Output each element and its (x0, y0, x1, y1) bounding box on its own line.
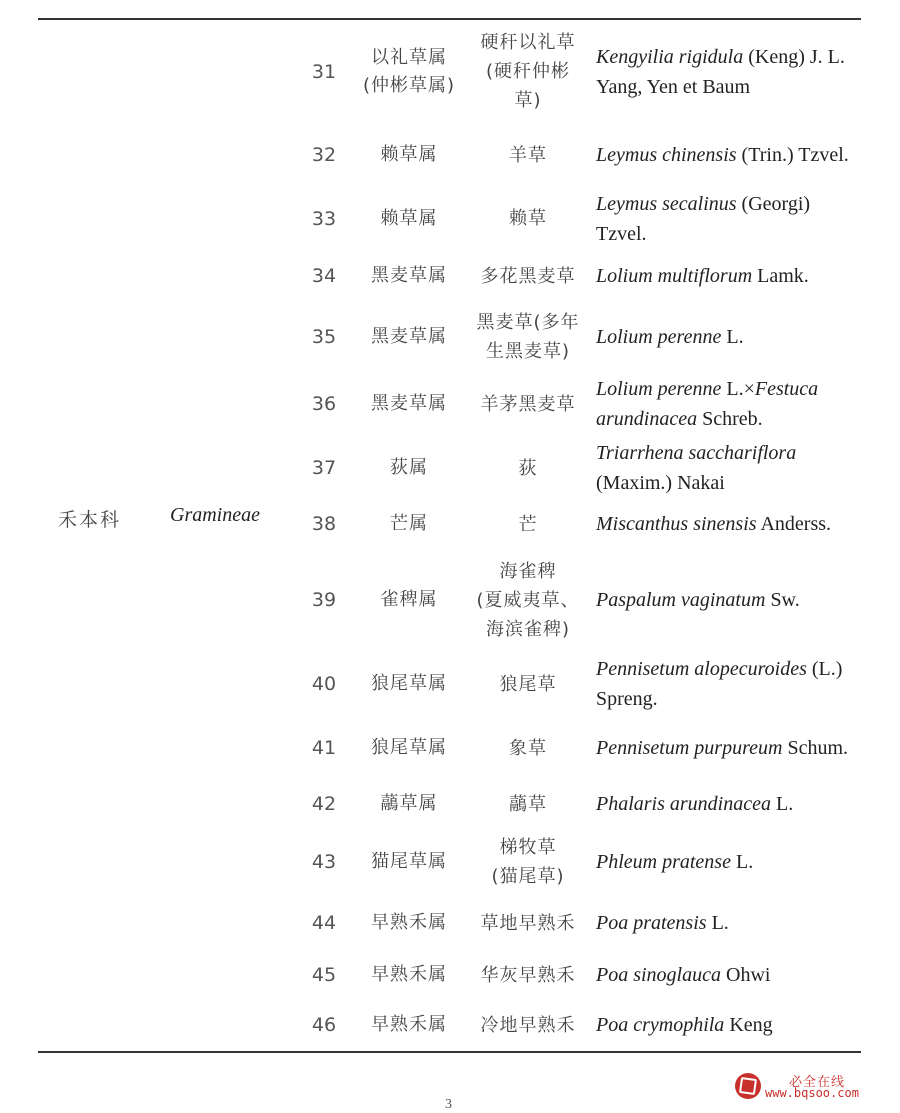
scientific-name-italic: Phleum pratense (596, 851, 731, 873)
scientific-name-author: L. (771, 793, 794, 815)
common-name: 羊草 (509, 144, 547, 166)
scientific-name-author: (Maxim.) Nakai (596, 472, 725, 494)
scientific-name (596, 780, 864, 828)
table-row (0, 302, 900, 372)
row-number: 45 (311, 964, 337, 986)
scientific-name-italic: Lolium multiflorum (596, 265, 753, 287)
row-number: 43 (311, 851, 337, 873)
scientific-name-italic: Leymus chinensis (596, 144, 737, 166)
row-number: 34 (311, 265, 337, 287)
genus-name: 虉草属 (380, 793, 438, 814)
scientific-name (596, 1000, 864, 1050)
scientific-name-author: L.× (721, 378, 755, 400)
scientific-name-author: (Georgi) Tzvel. (596, 192, 811, 245)
row-number: 31 (311, 60, 337, 83)
common-name: 华灰早熟禾 (480, 964, 576, 986)
table-row (0, 896, 900, 950)
genus-name: 雀稗属 (380, 589, 438, 610)
watermark-chinese: 必全在线 (789, 1075, 846, 1090)
row-number: 39 (311, 589, 337, 611)
scientific-name-author: Lamk. (752, 265, 809, 287)
scientific-name-italic: Paspalum vaginatum (596, 589, 766, 611)
scientific-name-author: L. (721, 326, 744, 348)
genus-name: 狼尾草属 (371, 673, 447, 694)
scientific-name-italic: Pennisetum alopecuroides (596, 658, 807, 680)
row-number: 41 (311, 737, 337, 759)
common-name: 冷地早熟禾 (480, 1014, 576, 1036)
scientific-name-italic: Poa crymophila (596, 1014, 725, 1036)
genus-name: 早熟禾属 (371, 1014, 447, 1035)
table-row (0, 950, 900, 1000)
watermark-logo-icon (735, 1073, 761, 1099)
genus-name: 早熟禾属 (371, 964, 447, 985)
scientific-name-author: (Keng) J. L. Yang, Yen et Baum (596, 45, 845, 98)
scientific-name-italic: Poa pratensis (596, 912, 707, 934)
table-row (0, 1000, 900, 1050)
scientific-name-author: L. (706, 912, 729, 934)
scientific-name-author: (L.) Spreng. (596, 658, 843, 710)
genus-name: 黑麦草属 (371, 393, 447, 414)
genus-name: 狼尾草属 (371, 737, 447, 758)
scientific-name-italic: Kengyilia rigidula (596, 45, 744, 68)
genus-name: 早熟禾属 (371, 912, 447, 933)
genus-name: 芒属 (390, 513, 428, 534)
common-name: 海雀稗 (夏威夷草、 海滨雀稗) (476, 560, 580, 640)
genus-name: 赖草属 (380, 144, 438, 165)
row-number: 42 (311, 793, 337, 815)
row-number: 36 (311, 393, 337, 415)
row-number: 46 (311, 1014, 337, 1036)
scientific-name-italic: Leymus secalinus (596, 192, 737, 215)
scientific-name (596, 500, 864, 548)
table-row (0, 652, 900, 716)
scientific-name-author: L. (730, 851, 754, 873)
genus-name: 黑麦草属 (371, 265, 447, 286)
scientific-name-author: (Trin.) Tzvel. (736, 144, 849, 166)
scientific-name-author: Sw. (765, 589, 800, 611)
scientific-name-author: Anderss. (756, 513, 832, 535)
scientific-name (596, 123, 864, 187)
scientific-name-italic: Pennisetum purpureum (596, 737, 783, 759)
common-name: 多花黑麦草 (480, 265, 576, 287)
table-row (0, 372, 900, 436)
page-number: 3 (445, 1097, 452, 1112)
common-name: 黑麦草(多年 生黑麦草) (476, 312, 580, 362)
table-row (0, 187, 900, 250)
scientific-name-italic: Festuca arundinacea (596, 378, 819, 430)
scientific-name-italic: Lolium perenne (596, 326, 722, 348)
scientific-name (596, 828, 864, 896)
scientific-name-author: Schreb. (697, 408, 763, 430)
scientific-name-author: Schum. (782, 737, 849, 759)
scientific-name (596, 716, 864, 780)
scientific-name (596, 950, 864, 1000)
table-row (0, 828, 900, 896)
scientific-name (596, 20, 864, 123)
scientific-name (596, 187, 864, 250)
table-row (0, 20, 900, 123)
row-number: 32 (311, 144, 337, 166)
scientific-name (596, 652, 864, 716)
table-row (0, 716, 900, 780)
table-row (0, 548, 900, 652)
scientific-name (596, 436, 864, 500)
scientific-name (596, 250, 864, 302)
common-name: 象草 (509, 737, 547, 759)
scientific-name (596, 302, 864, 372)
common-name: 虉草 (509, 793, 547, 815)
common-name: 狼尾草 (499, 673, 557, 695)
scientific-name (596, 372, 864, 436)
scientific-name (596, 896, 864, 950)
table-row (0, 500, 900, 548)
common-name: 羊茅黑麦草 (480, 393, 576, 415)
table-row (0, 250, 900, 302)
scientific-name (596, 548, 864, 652)
watermark-url: www.bqsoo.com (765, 1086, 859, 1100)
genus-name: 以礼草属 (仲彬草属) (362, 46, 456, 96)
genus-name: 赖草属 (380, 207, 438, 229)
scientific-name-italic: Poa sinoglauca (596, 964, 721, 986)
family-chinese-name: 禾本科 (58, 509, 122, 531)
scientific-name-author: Ohwi (721, 964, 771, 986)
row-number: 33 (311, 207, 337, 230)
common-name: 草地早熟禾 (480, 912, 576, 934)
family-latin-name: Gramineae (170, 504, 260, 526)
watermark (735, 1071, 885, 1101)
genus-name: 猫尾草属 (371, 851, 447, 872)
table-bottom-rule (38, 1051, 861, 1053)
scientific-name-italic: Phalaris arundinacea (596, 793, 771, 815)
row-number: 38 (311, 513, 337, 535)
row-number: 35 (311, 326, 337, 348)
genus-name: 黑麦草属 (371, 326, 447, 347)
scientific-name-italic: Lolium perenne (596, 378, 722, 400)
common-name: 赖草 (509, 208, 547, 229)
common-name: 荻 (518, 457, 538, 479)
table-row (0, 436, 900, 500)
scientific-name-italic: Miscanthus sinensis (596, 513, 757, 535)
row-number: 40 (311, 673, 337, 695)
table-row (0, 123, 900, 187)
genus-name: 荻属 (390, 457, 428, 478)
common-name: 硬秆以礼草 (硬秆仲彬 草) (480, 32, 576, 111)
scientific-name-italic: Triarrhena sacchariflora (596, 442, 797, 464)
common-name: 芒 (518, 513, 538, 535)
table-row (0, 780, 900, 828)
common-name: 梯牧草 (猫尾草) (491, 837, 565, 887)
scientific-name-author: Keng (724, 1014, 773, 1036)
row-number: 37 (311, 457, 337, 479)
row-number: 44 (311, 912, 337, 934)
